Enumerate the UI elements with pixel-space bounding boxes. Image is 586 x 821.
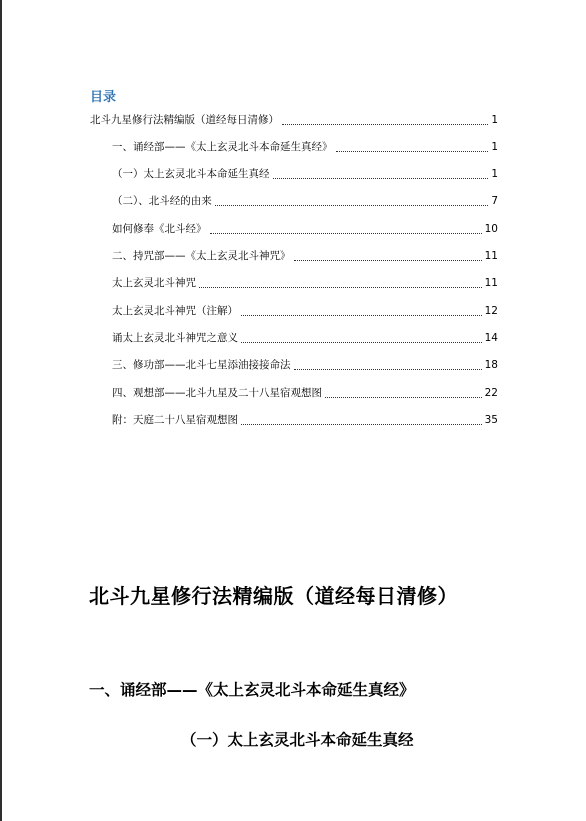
toc-entry-title: 三、修功部——北斗七星添油接接命法 — [112, 359, 291, 371]
toc-entry[interactable] — [112, 332, 498, 345]
toc-entry-page: 22 — [484, 387, 498, 399]
toc-entry-page: 1 — [491, 114, 498, 126]
toc-entry-page: 35 — [484, 414, 498, 426]
toc-entry-page: 14 — [484, 332, 498, 344]
page-edge — [0, 0, 2, 821]
section-heading: 一、诵经部——《太上玄灵北斗本命延生真经》 — [89, 681, 415, 699]
toc-entry-page: 11 — [484, 277, 498, 289]
toc-entry-page: 12 — [484, 305, 498, 317]
toc-heading: 目录 — [90, 90, 117, 105]
toc-entry-title: 二、持咒部——《太上玄灵北斗神咒》 — [112, 250, 291, 262]
toc-leader-dots — [210, 233, 482, 234]
toc-entry[interactable] — [112, 141, 498, 154]
toc-entry[interactable] — [112, 168, 498, 181]
toc-entry-title: 四、观想部——北斗九星及二十八星宿观想图 — [112, 387, 322, 399]
toc-leader-dots — [241, 315, 482, 316]
toc-leader-dots — [199, 287, 482, 288]
toc-entry[interactable] — [90, 114, 498, 127]
toc-entry-page: 10 — [484, 223, 498, 235]
toc-entry[interactable] — [112, 305, 498, 318]
toc-entry-title: （二）、北斗经的由来 — [112, 195, 212, 207]
toc-entry-page: 11 — [484, 250, 498, 262]
toc-leader-dots — [241, 342, 482, 343]
toc-entry-page: 18 — [484, 359, 498, 371]
toc-entry-title: 北斗九星修行法精编版（道经每日清修） — [90, 114, 279, 126]
toc-leader-dots — [294, 260, 482, 261]
toc-entry[interactable] — [112, 223, 498, 236]
toc-entry-title: 一、诵经部——《太上玄灵北斗本命延生真经》 — [112, 141, 333, 153]
toc-leader-dots — [294, 369, 482, 370]
toc-entry-title: （一）太上玄灵北斗本命延生真经 — [112, 168, 270, 180]
toc-entry-title: 太上玄灵北斗神咒 — [112, 277, 196, 289]
toc-entry[interactable] — [112, 414, 498, 427]
toc-leader-dots — [273, 178, 489, 179]
subsection-heading: （一）太上玄灵北斗本命延生真经 — [181, 731, 414, 749]
toc-leader-dots — [336, 151, 489, 152]
toc-entry-page: 1 — [491, 168, 498, 180]
toc-entry-title: 附：天庭二十八星宿观想图 — [112, 414, 238, 426]
toc-entry[interactable] — [112, 195, 498, 208]
document-title: 北斗九星修行法精编版（道经每日清修） — [89, 584, 458, 608]
toc-entry-page: 7 — [491, 195, 498, 207]
toc-entry-title: 诵太上玄灵北斗神咒之意义 — [112, 332, 238, 344]
toc-entry[interactable] — [112, 277, 498, 290]
toc-entry-title: 如何修奉《北斗经》 — [112, 223, 207, 235]
toc-leader-dots — [325, 397, 482, 398]
toc-leader-dots — [215, 205, 489, 206]
toc-entry[interactable] — [112, 387, 498, 400]
toc-entry[interactable] — [112, 359, 498, 372]
toc-entry-page: 1 — [491, 141, 498, 153]
toc-leader-dots — [282, 124, 488, 125]
toc-entry[interactable] — [112, 250, 498, 263]
toc-entry-title: 太上玄灵北斗神咒（注解） — [112, 305, 238, 317]
toc-leader-dots — [241, 424, 482, 425]
